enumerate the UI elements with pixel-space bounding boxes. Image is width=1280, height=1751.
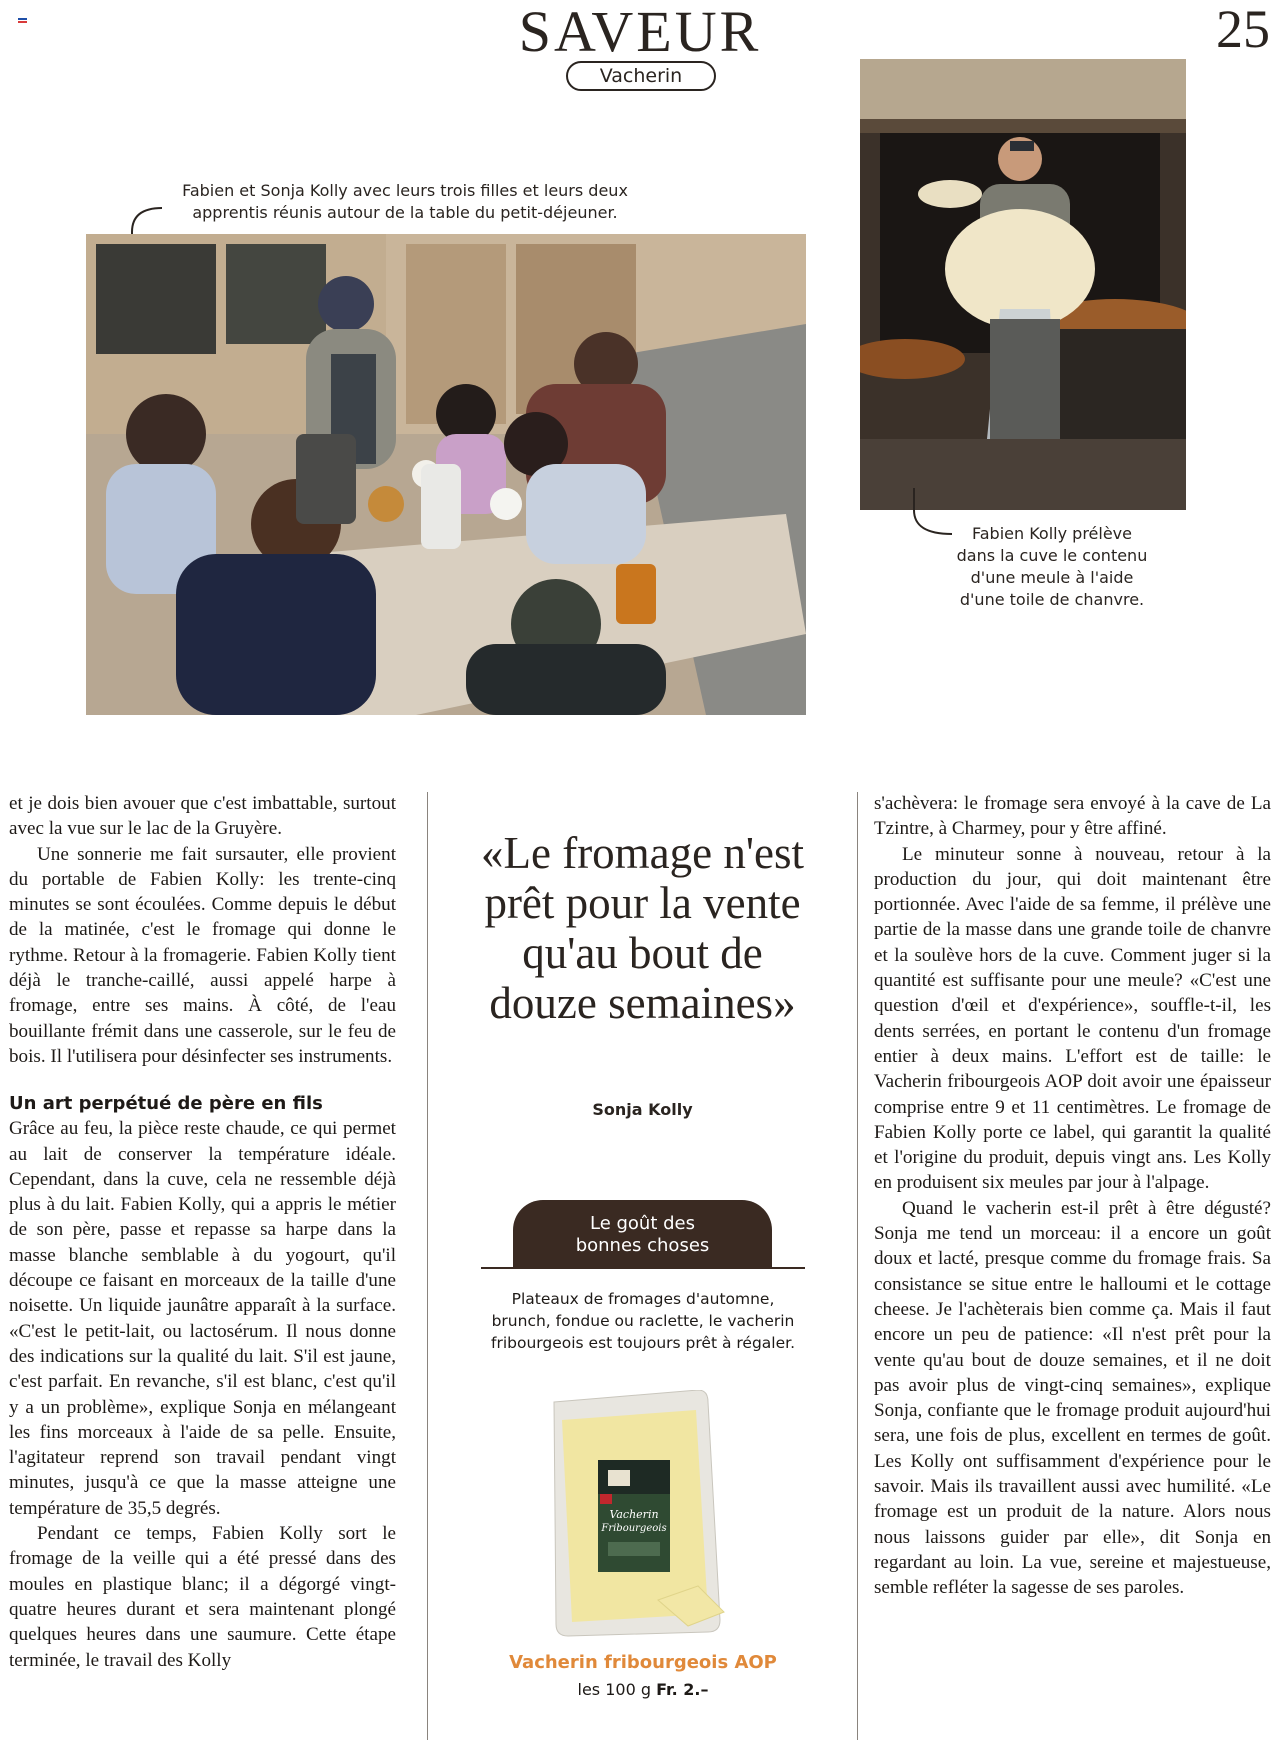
article-paragraph: et je dois bien avouer que c'est imbattable, surtout avec la vue sur le lac de la Gruyère. [9,793,396,840]
product-label-text: Vacherin [609,1508,659,1521]
column-divider [857,792,858,1740]
photo-caption-cheesemaker: Fabien Kolly prélève dans la cuve le contenu d'une meule à l'aide d'une toile de chanvre. [956,524,1148,609]
promo-tab-line: bonnes choses [575,1235,710,1256]
section-title: SAVEUR [518,0,762,64]
photo-cheesemaker [860,59,1186,510]
article-paragraph: Une sonnerie me fait sursauter, elle provient du portable de Fabien Kolly: les trente-cinq minutes se sont écoulées. Comme depuis le début de la matinée, c'est le fromage qui donne le rythme. Retour à la fromagerie. Fabien Kolly tient déjà le tranche-caillé, aussi appelé harpe à fromage, entre ses mains. À côté, de l'eau bouillante frémit dans une casserole, sur le feu de bois. Il l'utilisera pour désinfecter ses instruments. [9,843,396,1067]
topic-tag: Vacherin [566,61,716,91]
article-subheading: Un art perpétué de père en fils [9,1093,323,1115]
product-label-text: Fribourgeois [601,1523,667,1534]
promo-tab-line: Le goût des [589,1213,695,1234]
article-paragraph: Pendant ce temps, Fabien Kolly sort le fromage de la veille qui a été pressé dans des moules en plastique blanc; il a dégorgé vingt-quatre heures durant et sera maintenant plongé quelques heures dans une saumure. Cette étape terminée, le travail des Kolly [9,1523,396,1671]
product-name: Vacherin fribourgeois AOP [509,1652,777,1673]
promo-divider [481,1267,805,1269]
page-number: 25 [1216,0,1270,59]
column-divider [427,792,428,1740]
pull-quote-author: Sonja Kolly [592,1100,693,1119]
photo-breakfast-table [86,234,806,715]
promo-text: Plateaux de fromages d'automne, brunch, fondue ou raclette, le vacherin fribourgeois est toujours prêt à régaler. [491,1290,795,1352]
price-unit: les 100 g [577,1680,657,1699]
pull-quote: «Le fromage n'est prêt pour la vente qu'au bout de douze semaines» [481,828,804,1028]
photo-caption-breakfast: Fabien et Sonja Kolly avec leurs trois filles et leurs deux apprentis réunis autour de la table du petit-déjeuner. [182,181,628,222]
article-paragraph: Grâce au feu, la pièce reste chaude, ce qui permet au lait de conserver la température idéale. Cependant, dans la cuve, cela ne ressemble déjà plus à du lait. Fabien Kolly, qui a appris le métier de son père, passe et repasse sa harpe dans la masse blanche semblable à du yogourt, qu'il découpe ce faisant en morceaux de la taille d'une noisette. Un liquide jaunâtre apparaît à la surface. «C'est le petit-lait, ou lactosérum. Il nous donne des indications sur la qualité du lait. S'il est jaune, c'est parfait. En revanche, s'il est blanc, c'est qu'il y a un problème», explique Sonja en mélangeant les fins morceaux à l'aide de sa pelle. Ensuite, l'agitateur reprend son travail pendant vingt minutes, jusqu'à ce que la masse atteigne une température de 35,5 degrés. [9,1118,396,1519]
caption-pointer-icon [908,486,954,538]
article-paragraph: Le minuteur sonne à nouveau, retour à la production du jour, qui doit maintenant être portionnée. Avec l'aide de sa femme, il prélève une partie de la masse dans une grande toile de chanvre et la soulève hors de la cuve. Comment juger si la quantité est suffisante pour une meule? «C'est une question d'œil et d'expérience», souffle-t-il, les dents serrées, en portant le contenu d'un fromage entier à deux mains. L'effort est de taille: le Vacherin fribourgeois AOP doit avoir une épaisseur comprise entre 9 et 11 centimètres. Le fromage de Fabien Kolly porte ce label, qui garantit la qualité et l'origine du produit, depuis vingt ans. Les Kolly en produisent six meules par jour à l'alpage. [874,843,1271,1194]
price-value: Fr. 2.– [656,1680,709,1699]
product-price [481,1680,805,1699]
article-column-right [874,791,1271,1601]
article-paragraph: Quand le vacherin est-il prêt à être dégusté? Sonja me tend un morceau: il a encore un goût doux et lacté, presque comme du fromage frais. Sa consistance se situe entre le halloumi et le cottage cheese. Je l'achèterais bien comme ça. Mais il faut encore un peu de patience: «Il n'est prêt pour la vente qu'au bout de douze semaines, et il ne doit pas avoir plus de vingt-cinq semaines», explique Sonja, confiante que le fromage produit aujourd'hui sera, une fois de plus, excellent en termes de goût. Les Kolly ont suffisamment d'expérience pour le savoir. Mais ils travaillent aussi avec humilité. «Le fromage est un produit de la nature. Alors nous nous laissons guider par elle», dit Sonja en regardant au loin. La vue, sereine et majestueuse, semble refléter la sagesse de ses paroles. [874,1197,1271,1599]
promo-tab [513,1200,772,1268]
product-image-vacherin [548,1390,738,1640]
article-paragraph: s'achèvera: le fromage sera envoyé à la cave de La Tzintre, à Charmey, pour y être affiné. [874,793,1271,840]
article-column-left [9,791,396,1673]
